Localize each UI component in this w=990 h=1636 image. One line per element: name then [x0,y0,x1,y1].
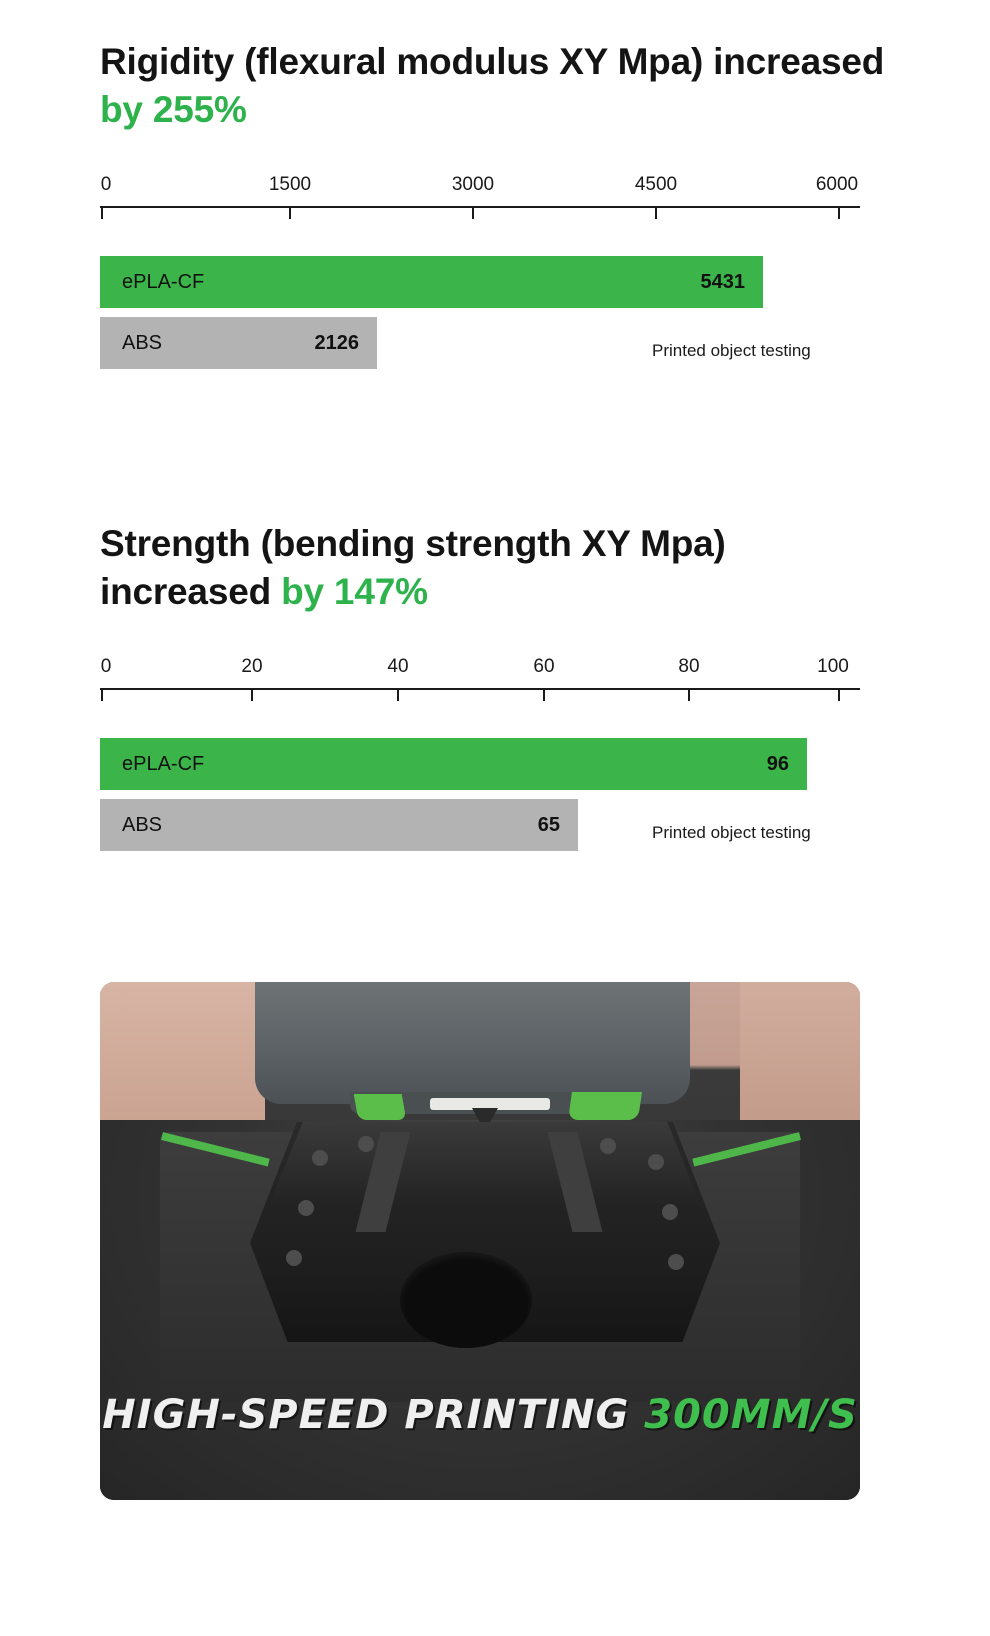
bar-row [100,317,860,369]
photo-caption [100,1392,860,1438]
bar-abs [100,317,377,369]
axis-tick-label: 4500 [634,174,678,196]
axis-line [100,206,860,208]
strength-bars [100,738,860,851]
print-head-green-left [354,1094,407,1120]
part-stud [286,1250,302,1266]
axis-tick-label: 6000 [815,174,859,196]
rigidity-heading [100,38,890,134]
axis-tick [543,688,545,701]
bar-row [100,738,860,790]
axis-line [100,688,860,690]
rigidity-section [0,38,990,378]
photo-caption-green: 300MM/S [644,1392,858,1438]
bar-label: ePLA-CF [122,270,205,293]
rigidity-heading-main: Rigidity (flexural modulus XY Mpa) increased [100,41,885,82]
bar-value: 65 [537,813,560,836]
strength-heading-main: Strength (bending strength XY Mpa) increased [100,523,726,613]
strength-heading [100,520,890,616]
part-stud [298,1200,314,1216]
axis-tick-label: 80 [678,656,700,678]
printed-part-hole [400,1252,532,1348]
printed-part-top [268,1122,702,1208]
strength-axis-tick-labels [100,656,860,684]
axis-tick-label: 1500 [268,174,312,196]
rigidity-heading-accent: by 255% [100,89,247,131]
bar-value: 96 [766,752,789,775]
axis-tick-label: 40 [387,656,409,678]
axis-tick [472,206,474,219]
bar-row [100,256,860,308]
axis-tick [251,688,253,701]
part-stud [648,1154,664,1170]
axis-tick [838,206,840,219]
part-stud [312,1150,328,1166]
strength-heading-accent: by 147% [281,571,428,613]
rigidity-bars [100,256,860,369]
strength-section [0,520,990,860]
bar-value: 5431 [700,270,745,293]
strength-note: Printed object testing [652,823,811,843]
bar-row [100,799,860,851]
strength-axis [100,656,860,716]
axis-tick-label: 60 [533,656,555,678]
rigidity-axis-tick-labels [100,174,860,202]
printer-photo [100,982,860,1500]
bar-epla-cf [100,256,763,308]
axis-tick [101,206,103,219]
photo-caption-white: HIGH-SPEED PRINTING [102,1392,645,1438]
axis-tick-label: 0 [100,174,112,196]
rigidity-note: Printed object testing [652,341,811,361]
axis-tick-label: 0 [100,656,112,678]
bar-label: ABS [122,813,163,836]
part-stud [662,1204,678,1220]
axis-tick-label: 20 [241,656,263,678]
part-stud [358,1136,374,1152]
axis-tick [838,688,840,701]
bar-label: ePLA-CF [122,752,205,775]
part-stud [600,1138,616,1154]
axis-tick-label: 100 [817,656,849,678]
bar-label: ABS [122,331,163,354]
bar-value: 2126 [314,331,359,354]
axis-tick [397,688,399,701]
print-head [255,982,690,1104]
axis-tick [688,688,690,701]
bar-epla-cf [100,738,807,790]
axis-tick-label: 3000 [451,174,495,196]
bar-abs [100,799,578,851]
axis-tick [289,206,291,219]
print-head-green-right [568,1092,642,1120]
rigidity-axis [100,174,860,234]
part-stud [668,1254,684,1270]
axis-tick [655,206,657,219]
axis-tick [101,688,103,701]
